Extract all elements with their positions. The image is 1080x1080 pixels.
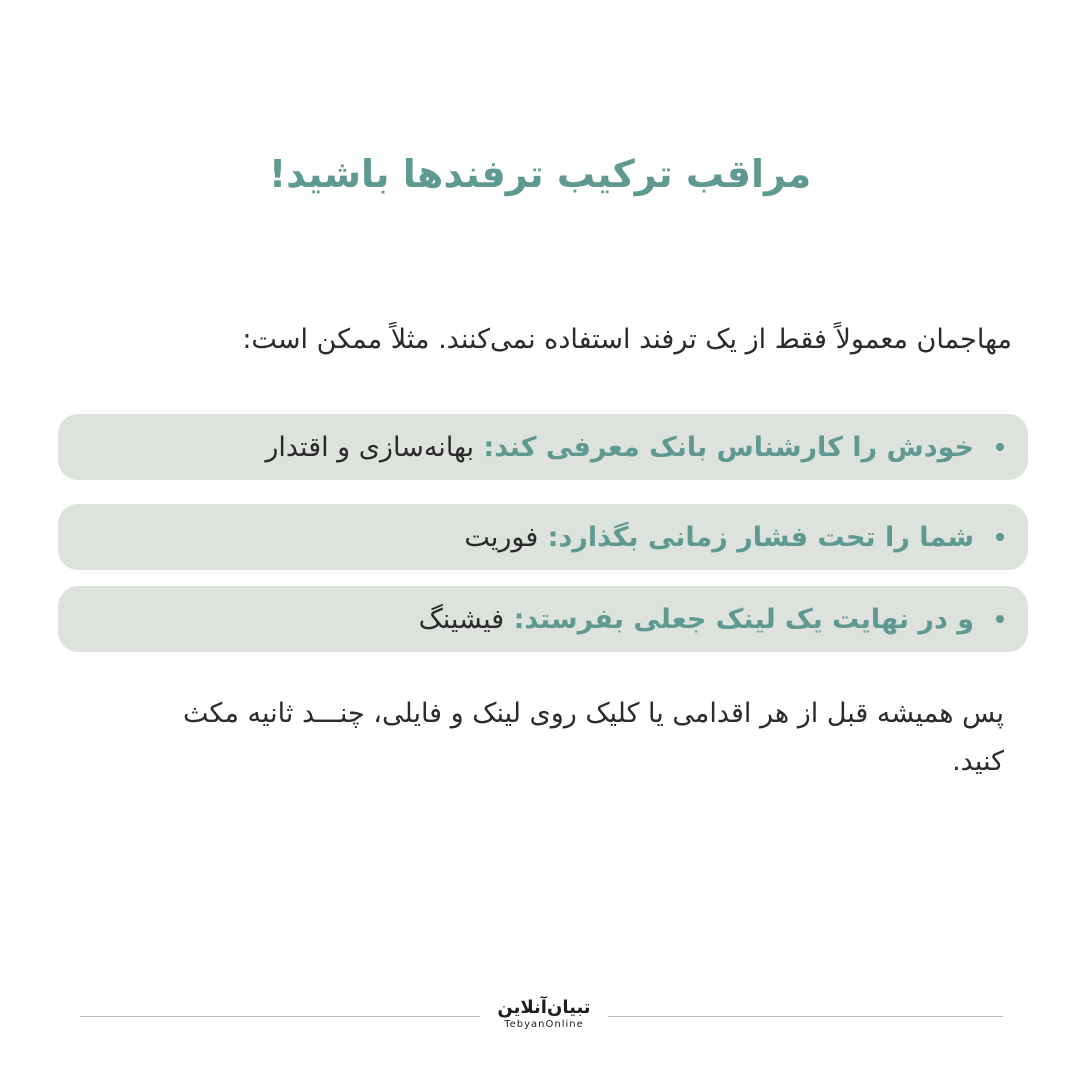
tebyan-logo (486, 998, 602, 1032)
item-lead: خودش را کارشناس بانک معرفی کند: (474, 431, 974, 463)
list-item (58, 504, 1028, 570)
item-tail: فیشینگ (418, 603, 505, 635)
bullet-icon (996, 615, 1004, 623)
item-tail: فوریت (464, 521, 539, 553)
list-item (58, 586, 1028, 652)
item-lead: و در نهایت یک لینک جعلی بفرستد: (504, 603, 974, 635)
bullet-icon (996, 533, 1004, 541)
logo-persian-text: تبیان‌آنلاین (497, 997, 591, 1018)
logo-english-text: TebyanOnline (504, 1019, 584, 1030)
list-item (58, 414, 1028, 480)
page-title: مراقب ترکیب ترفندها باشید! (268, 152, 812, 196)
bullet-icon (996, 443, 1004, 451)
closing-text: پس همیشه قبل از هر اقدامی یا کلیک روی لینک و فایلی، چنـــد ثانیه مکث کنید. (183, 698, 1004, 777)
intro-text: مهاجمان معمولاً فقط از یک ترفند استفاده نمی‌کنند. مثلاً ممکن است: (242, 324, 1012, 355)
footer-divider-right (608, 1016, 1003, 1017)
item-lead: شما را تحت فشار زمانی بگذارد: (538, 521, 974, 553)
item-tail: بهانه‌سازی و اقتدار (265, 431, 475, 463)
footer-divider-left (80, 1016, 480, 1017)
